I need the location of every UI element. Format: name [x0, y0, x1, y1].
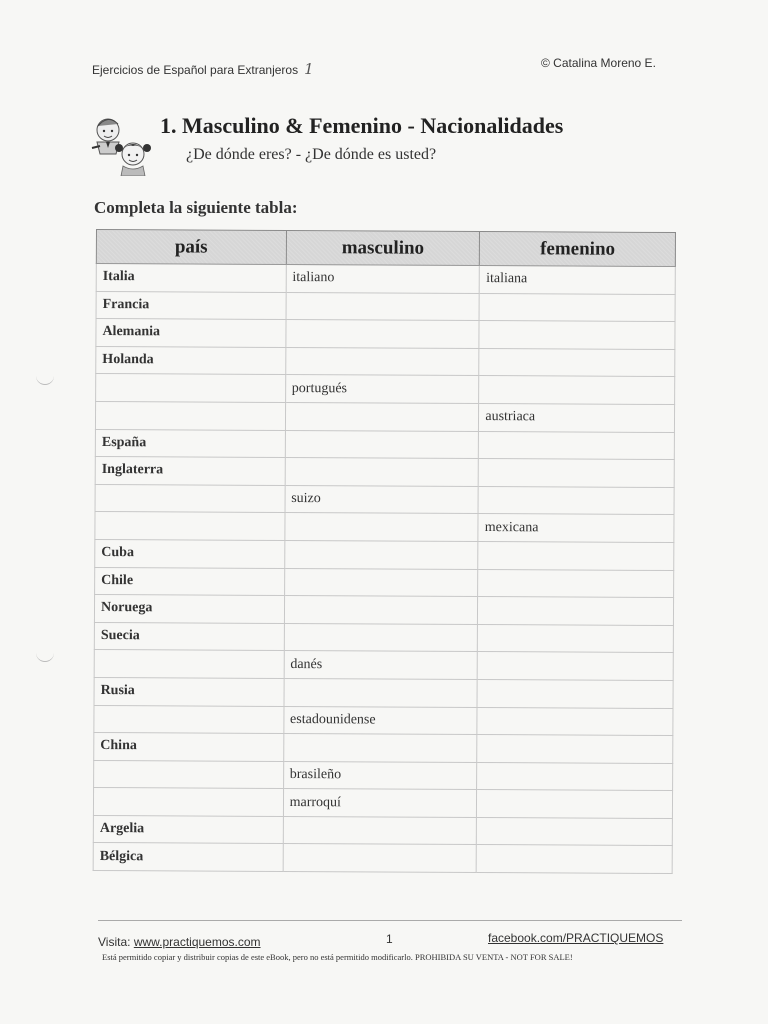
country-cell: Bélgica: [93, 843, 283, 872]
feminine-cell: [479, 321, 675, 350]
website-link[interactable]: www.practiquemos.com: [133, 935, 261, 949]
country-cell: Francia: [96, 291, 286, 320]
country-cell: [94, 760, 284, 789]
masculine-cell: estadounidense: [284, 706, 478, 735]
table-row: [95, 512, 674, 543]
table-body: [93, 264, 675, 874]
country-cell: Argelia: [93, 815, 283, 844]
feminine-cell: italiana: [480, 266, 676, 295]
feminine-cell: [477, 790, 673, 819]
country-cell: Cuba: [95, 539, 285, 568]
table-row: [96, 374, 675, 405]
table-row: [94, 650, 673, 681]
masculine-cell: [284, 540, 478, 569]
exercise-instruction: Completa la siguiente tabla:: [94, 198, 298, 217]
masculine-cell: danés: [284, 651, 478, 680]
header-femenino: femenino: [480, 232, 676, 267]
table-row: [94, 760, 673, 791]
table-row: [93, 843, 672, 874]
masculine-cell: italiano: [286, 264, 480, 293]
country-cell: Suecia: [94, 622, 284, 651]
nationalities-table: [93, 229, 676, 874]
table-header-row: [96, 230, 675, 267]
feminine-cell: [477, 735, 673, 764]
feminine-cell: [479, 293, 675, 322]
masculine-cell: marroquí: [283, 789, 477, 818]
table-row: [94, 677, 673, 708]
table-row: [95, 484, 674, 515]
feminine-cell: [478, 624, 674, 653]
visit-label: Visita:: [98, 935, 131, 949]
table-row: [95, 429, 674, 460]
table-row: [96, 291, 675, 322]
masculine-cell: [283, 816, 477, 845]
table-row: [95, 539, 674, 570]
country-cell: Holanda: [96, 346, 286, 375]
masculine-cell: [284, 568, 478, 597]
country-cell: Noruega: [94, 595, 284, 624]
country-cell: Alemania: [96, 319, 286, 348]
header-masculino: masculino: [286, 230, 480, 265]
book-title: [92, 60, 314, 78]
table-row: [93, 815, 672, 846]
page-number: 1: [386, 932, 393, 946]
feminine-cell: [477, 762, 673, 791]
country-cell: [96, 374, 286, 403]
feminine-cell: [477, 679, 673, 708]
table-row: [94, 733, 673, 764]
masculine-cell: suizo: [285, 485, 479, 514]
masculine-cell: [284, 678, 478, 707]
country-cell: España: [95, 429, 285, 458]
feminine-cell: [477, 707, 673, 736]
feminine-cell: [479, 431, 675, 460]
feminine-cell: [477, 652, 673, 681]
table-row: [96, 346, 675, 377]
masculine-cell: portugués: [285, 375, 479, 404]
legal-notice: Está permitido copiar y distribuir copias de este eBook, pero no está permitido modificarlo. PROHIBIDA SU VENTA - NOT FOR SALE!: [102, 952, 573, 962]
feminine-cell: austriaca: [479, 403, 675, 432]
feminine-cell: [478, 569, 674, 598]
feminine-cell: [479, 376, 675, 405]
facebook-link[interactable]: facebook.com/PRACTIQUEMOS: [488, 931, 664, 945]
masculine-cell: [286, 292, 480, 321]
masculine-cell: brasileño: [283, 761, 477, 790]
masculine-cell: [285, 430, 479, 459]
table-row: [95, 567, 674, 598]
country-cell: Rusia: [94, 677, 284, 706]
footer-visit: [98, 935, 261, 949]
table-row: [94, 705, 673, 736]
country-cell: Inglaterra: [95, 457, 285, 486]
country-cell: [94, 705, 284, 734]
table-row: [94, 622, 673, 653]
footer-divider: [98, 920, 682, 921]
masculine-cell: [285, 458, 479, 487]
copyright-notice: © Catalina Moreno E.: [541, 56, 656, 70]
country-cell: China: [94, 733, 284, 762]
masculine-cell: [284, 596, 478, 625]
scan-mark: [36, 376, 54, 385]
table-row: [96, 264, 675, 295]
country-cell: [95, 401, 285, 430]
feminine-cell: [477, 817, 673, 846]
table-row: [93, 788, 672, 819]
feminine-cell: mexicana: [478, 514, 674, 543]
country-cell: Chile: [95, 567, 285, 596]
feminine-cell: [479, 459, 675, 488]
masculine-cell: [286, 320, 480, 349]
header-pais: país: [96, 230, 286, 265]
country-cell: [94, 650, 284, 679]
masculine-cell: [285, 347, 479, 376]
lesson-title: 1. Masculino & Femenino - Nacionalidades: [160, 113, 564, 138]
feminine-cell: [479, 348, 675, 377]
masculine-cell: [285, 402, 479, 431]
country-cell: [95, 512, 285, 541]
masculine-cell: [283, 844, 477, 873]
table-row: [95, 401, 674, 432]
masculine-cell: [283, 734, 477, 763]
book-number: 1: [304, 60, 314, 78]
feminine-cell: [478, 486, 674, 515]
feminine-cell: [476, 845, 672, 874]
table-row: [94, 595, 673, 626]
scan-mark: [36, 653, 54, 662]
country-cell: Italia: [96, 264, 286, 293]
table-row: [96, 319, 675, 350]
country-cell: [95, 484, 285, 513]
masculine-cell: [285, 513, 479, 542]
lesson-subtitle: ¿De dónde eres? - ¿De dónde es usted?: [186, 146, 437, 163]
children-illustration-icon: [88, 108, 158, 176]
feminine-cell: [478, 541, 674, 570]
table-row: [95, 457, 674, 488]
masculine-cell: [284, 623, 478, 652]
country-cell: [93, 788, 283, 817]
feminine-cell: [478, 597, 674, 626]
book-title-text: Ejercicios de Español para Extranjeros: [92, 63, 299, 77]
